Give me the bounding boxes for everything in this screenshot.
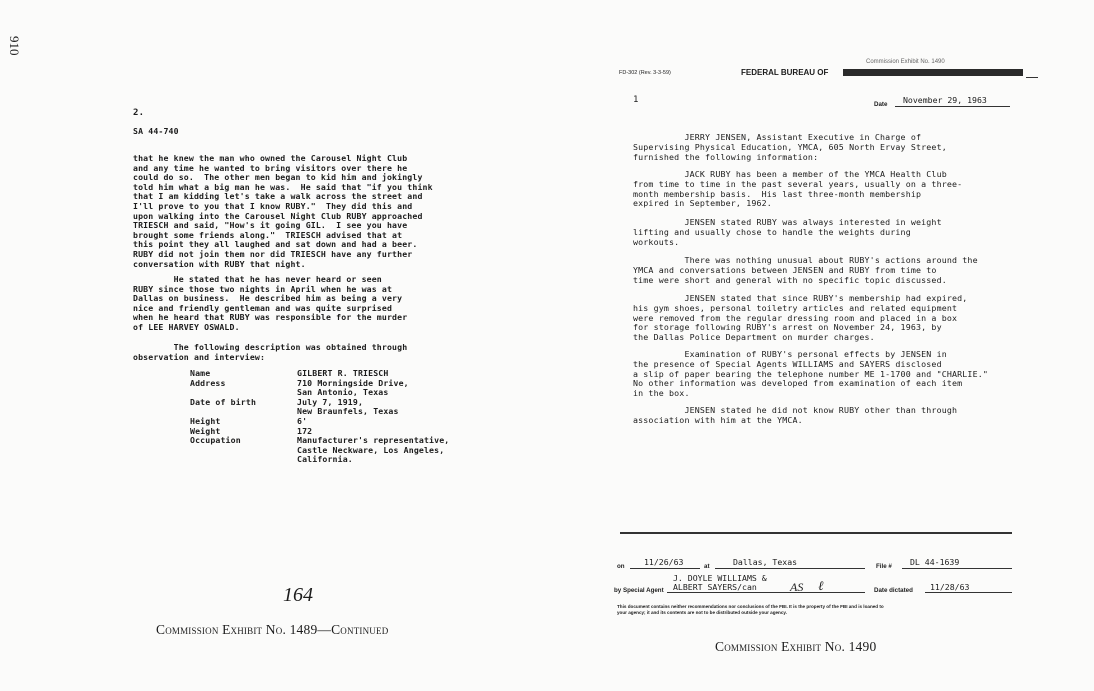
text-line: YMCA and conversations between JENSEN and RUBY from time to — [633, 264, 937, 275]
description-label: Occupation — [190, 435, 241, 446]
description-label: Weight — [190, 425, 221, 436]
text-line: JENSEN stated RUBY was always interested in weight — [633, 217, 942, 227]
agency-header: FEDERAL BUREAU OF — [741, 68, 829, 77]
at-rule — [715, 568, 865, 569]
description-value: Manufacturer's representative, — [297, 435, 450, 446]
right-page-number: 1 — [633, 95, 639, 105]
right-paragraph — [633, 256, 978, 285]
handwritten-page-number: 164 — [283, 584, 313, 606]
text-line: JENSEN stated that since RUBY's membership had expired, — [633, 293, 968, 303]
description-value: New Braunfels, Texas — [297, 406, 399, 417]
text-line: lifting and usually chose to handle the weights during — [633, 226, 911, 237]
description-value: California. — [297, 454, 353, 465]
text-line: told him what a big man he was. He said that "if you think — [133, 181, 433, 192]
text-line: expired in September, 1962. — [633, 198, 772, 209]
date-value: November 29, 1963 — [903, 95, 987, 105]
text-line: that he knew the man who owned the Carousel Night Club — [133, 153, 408, 163]
date-dictated-label: Date dictated — [874, 587, 913, 594]
left-paragraph-1 — [133, 154, 433, 269]
footer-separator — [620, 532, 1012, 534]
text-line: month membership basis. His last three-month membership — [633, 188, 922, 199]
right-paragraph — [633, 218, 942, 247]
description-value: Castle Neckware, Los Angeles, — [297, 444, 445, 455]
text-line: workouts. — [633, 236, 680, 247]
on-label: on — [617, 563, 625, 570]
file-rule — [902, 568, 1012, 569]
text-line: and any time he wanted to bring visitors over there he — [133, 162, 408, 173]
text-line: observation and interview: — [133, 351, 266, 362]
left-exhibit-caption: Commission Exhibit No. 1489—Continued — [156, 622, 389, 637]
text-line: Dallas on business. He described him as being a very — [133, 293, 403, 304]
right-paragraph — [633, 350, 988, 399]
text-line: for storage following RUBY's arrest on November 24, 1963, by — [633, 322, 942, 333]
text-line: association with him at the YMCA. — [633, 414, 803, 425]
exhibit-stamp: Commission Exhibit No. 1490 — [866, 59, 945, 65]
text-line: TRIESCH and said, "How's it going GIL. I see you have — [133, 220, 408, 231]
left-paragraph-2 — [133, 275, 407, 333]
date-label: Date — [874, 101, 888, 108]
agents-line-2: ALBERT SAYERS/can — [673, 582, 757, 592]
text-line: JENSEN stated he did not know RUBY other than through — [633, 405, 958, 415]
text-line: upon walking into the Carousel Night Club RUBY approached — [133, 210, 423, 221]
text-line: Examination of RUBY's personal effects by JENSEN in — [633, 349, 947, 359]
file-number: DL 44-1639 — [910, 557, 960, 567]
text-line: could do so. The other men began to kid him and jokingly — [133, 172, 423, 183]
text-line: JERRY JENSEN, Assistant Executive in Charge of — [633, 132, 922, 142]
text-line: RUBY did not join them nor did TRIESCH have any further — [133, 248, 413, 259]
text-line: were removed from the regular dressing room and placed in a box — [633, 312, 958, 323]
text-line: the Dallas Police Department on murder charges. — [633, 332, 875, 343]
text-line: the presence of Special Agents WILLIAMS and SAYERS disclosed — [633, 358, 942, 369]
text-line: from time to time in the past several years, usually on a three- — [633, 178, 963, 189]
text-line: of LEE HARVEY OSWALD. — [133, 321, 240, 332]
right-exhibit-caption: Commission Exhibit No. 1490 — [715, 639, 877, 654]
left-paragraph-3 — [133, 343, 407, 362]
header-rule — [1026, 77, 1038, 78]
text-line: RUBY since those two nights in April when he was at — [133, 283, 393, 294]
interview-location: Dallas, Texas — [733, 557, 798, 567]
dictated-rule — [925, 592, 1012, 593]
text-line: his gym shoes, personal toiletry articles and related equipment — [633, 302, 958, 313]
description-value: 6' — [297, 416, 308, 426]
description-value: 710 Morningside Drive, — [297, 377, 409, 388]
agent-rule — [667, 592, 865, 593]
text-line: No other information was developed from examination of each item — [633, 378, 963, 389]
text-line: when he heard that RUBY was responsible for the murder — [133, 312, 408, 323]
left-page-number: 2. — [133, 108, 145, 118]
description-label: Name — [190, 368, 211, 378]
date-dictated-value: 11/28/63 — [930, 582, 970, 592]
date-rule — [895, 106, 1010, 107]
disclaimer-line-1: This document contains neither recommendations nor conclusions of the FBI. It is the property of the FBI and is loaned to — [617, 604, 884, 609]
text-line: Supervising Physical Education, YMCA, 605 North Ervay Street, — [633, 141, 947, 152]
by-special-agent-label: by Special Agent — [614, 587, 664, 594]
right-paragraph — [633, 170, 962, 209]
text-line: a slip of paper bearing the telephone number ME 1-1700 and "CHARLIE." — [633, 368, 989, 379]
text-line: time were short and general with no specific topic discussed. — [633, 274, 947, 285]
description-label: Height — [190, 416, 221, 426]
description-label: Date of birth — [190, 396, 257, 407]
description-value: San Antonio, Texas — [297, 387, 389, 398]
text-line: There was nothing unusual about RUBY's actions around the — [633, 255, 978, 265]
text-line: I'll prove to you that I know RUBY." They did this and — [133, 200, 413, 211]
text-line: brought some friends along." TRIESCH advised that at — [133, 229, 403, 240]
disclaimer-line-2: your agency; it and its contents are not to be distributed outside your agency. — [617, 610, 787, 615]
text-line: nice and friendly gentleman and was quite surprised — [133, 302, 393, 313]
handwritten-initials: ℓ — [818, 578, 824, 593]
right-paragraph — [633, 133, 947, 162]
agents-line-1: J. DOYLE WILLIAMS & — [673, 573, 767, 583]
text-line: in the box. — [633, 388, 690, 399]
on-rule — [630, 568, 700, 569]
margin-page-number: 910 — [7, 36, 22, 56]
initials: AS — [790, 580, 804, 594]
description-value: July 7, 1919, — [297, 396, 364, 407]
file-label: File # — [876, 563, 892, 570]
text-line: furnished the following information: — [633, 151, 819, 162]
text-line: conversation with RUBY that night. — [133, 258, 306, 269]
text-line: JACK RUBY has been a member of the YMCA Health Club — [633, 169, 947, 179]
at-label: at — [704, 563, 710, 570]
form-number: FD-302 (Rev. 3-3-59) — [619, 70, 671, 76]
text-line: this point they all laughed and sat down and had a beer. — [133, 239, 418, 250]
description-value: GILBERT R. TRIESCH — [297, 368, 389, 378]
file-reference: SA 44-740 — [133, 126, 179, 136]
interview-date: 11/26/63 — [644, 557, 684, 567]
description-label: Address — [190, 377, 226, 388]
redaction-bar — [843, 69, 1023, 76]
right-paragraph — [633, 406, 957, 426]
text-line: He stated that he has never heard or seen — [133, 274, 382, 284]
text-line: that I am kidding let's take a walk across the street and — [133, 191, 423, 202]
text-line: The following description was obtained through — [133, 342, 408, 352]
right-paragraph — [633, 294, 967, 343]
description-value: 172 — [297, 425, 313, 436]
